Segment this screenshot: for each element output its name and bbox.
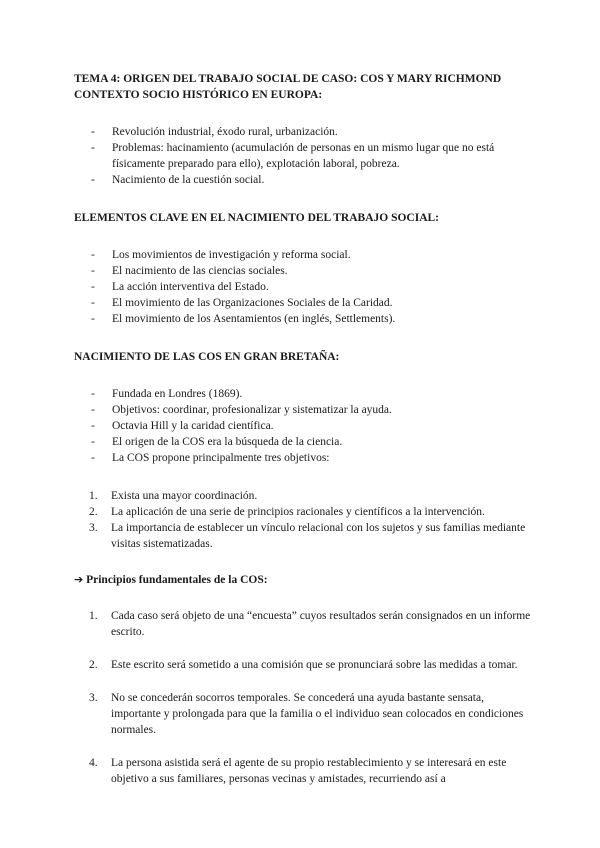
dash-marker: - — [91, 313, 95, 325]
list-item — [74, 124, 534, 140]
numbered-item — [74, 504, 534, 520]
dash-marker: - — [91, 404, 95, 416]
list-item — [74, 386, 534, 402]
dash-marker: - — [91, 265, 95, 277]
item-number: 4. — [89, 757, 98, 769]
list-item-text: Octavia Hill y la caridad científica. — [112, 420, 274, 432]
cos-birth-list — [74, 386, 534, 466]
list-item-text: El movimiento de los Asentamientos (en inglés, Settlements). — [112, 313, 396, 325]
list-item — [74, 140, 534, 172]
principles-list — [74, 608, 534, 787]
dash-marker: - — [91, 126, 95, 138]
title-block — [74, 71, 534, 103]
cos-objectives-list — [74, 488, 534, 552]
numbered-item — [74, 657, 534, 673]
list-item-text: Nacimiento de la cuestión social. — [112, 174, 265, 186]
numbered-item — [74, 520, 534, 552]
list-item — [74, 418, 534, 434]
numbered-item — [74, 488, 534, 504]
item-number: 2. — [89, 506, 98, 518]
list-item — [74, 172, 534, 188]
key-elements-heading: ELEMENTOS CLAVE EN EL NACIMIENTO DEL TRABAJO SOCIAL: — [74, 212, 440, 224]
numbered-item-text: Cada caso será objeto de una “encuesta” cuyos resultados serán consignados en un informe escrito. — [111, 610, 531, 638]
list-item-text: El origen de la COS era la búsqueda de la ciencia. — [112, 436, 343, 448]
key-elements-list — [74, 247, 534, 327]
numbered-item — [74, 755, 534, 787]
list-item — [74, 295, 534, 311]
dash-marker: - — [91, 436, 95, 448]
item-number: 1. — [89, 610, 98, 622]
cos-birth-heading: NACIMIENTO DE LAS COS EN GRAN BRETAÑA: — [74, 351, 340, 363]
numbered-item-text: La importancia de establecer un vínculo relacional con los sujetos y sus familias mediante visitas sistematizadas. — [111, 522, 526, 550]
document-title: TEMA 4: ORIGEN DEL TRABAJO SOCIAL DE CASO: COS Y MARY RICHMOND — [74, 73, 502, 85]
numbered-item-text: Exista una mayor coordinación. — [111, 490, 258, 502]
dash-marker: - — [91, 142, 95, 154]
numbered-item — [74, 690, 534, 738]
item-number: 2. — [89, 659, 98, 671]
numbered-item-text: Este escrito será sometido a una comisión que se pronunciará sobre las medidas a tomar. — [111, 659, 518, 671]
list-item — [74, 263, 534, 279]
list-item-text: La COS propone principalmente tres objetivos: — [112, 452, 330, 464]
dash-marker: - — [91, 174, 95, 186]
numbered-item-text: No se concederán socorros temporales. Se concederá una ayuda bastante sensata, importante y prolongada para que la familia o el individuo sean colocados en condiciones normales. — [111, 692, 524, 736]
list-item — [74, 311, 534, 327]
list-item — [74, 450, 534, 466]
context-heading: CONTEXTO SOCIO HISTÓRICO EN EUROPA: — [74, 89, 323, 101]
list-item — [74, 434, 534, 450]
list-item — [74, 247, 534, 263]
dash-marker: - — [91, 297, 95, 309]
principles-heading — [74, 572, 534, 588]
list-item — [74, 402, 534, 418]
numbered-item-text: La persona asistida será el agente de su propio restablecimiento y se interesará en este objetivo a sus familiares, personas vecinas y amistades, recurriendo así a — [111, 757, 507, 785]
list-item-text: Los movimientos de investigación y reforma social. — [112, 249, 351, 261]
item-number: 3. — [89, 522, 98, 534]
numbered-item — [74, 608, 534, 640]
list-item-text: La acción interventiva del Estado. — [112, 281, 269, 293]
context-list — [74, 124, 534, 188]
list-item — [74, 279, 534, 295]
list-item-text: El nacimiento de las ciencias sociales. — [112, 265, 288, 277]
page-content — [74, 71, 534, 804]
item-number: 3. — [89, 692, 98, 704]
list-item-text: Revolución industrial, éxodo rural, urbanización. — [112, 126, 338, 138]
dash-marker: - — [91, 388, 95, 400]
principles-heading-text: Principios fundamentales de la COS: — [86, 574, 268, 586]
list-item-text: El movimiento de las Organizaciones Sociales de la Caridad. — [112, 297, 393, 309]
list-item-text: Fundada en Londres (1869). — [112, 388, 243, 400]
list-item-text: Objetivos: coordinar, profesionalizar y sistematizar la ayuda. — [112, 404, 392, 416]
numbered-item-text: La aplicación de una serie de principios racionales y científicos a la intervención. — [111, 506, 485, 518]
dash-marker: - — [91, 249, 95, 261]
arrow-right-icon: ➔ — [74, 573, 84, 586]
list-item-text: Problemas: hacinamiento (acumulación de personas en un mismo lugar que no está físicamente preparado para ello), explotación laboral, pobreza. — [112, 142, 495, 170]
dash-marker: - — [91, 452, 95, 464]
dash-marker: - — [91, 420, 95, 432]
dash-marker: - — [91, 281, 95, 293]
item-number: 1. — [89, 490, 98, 502]
